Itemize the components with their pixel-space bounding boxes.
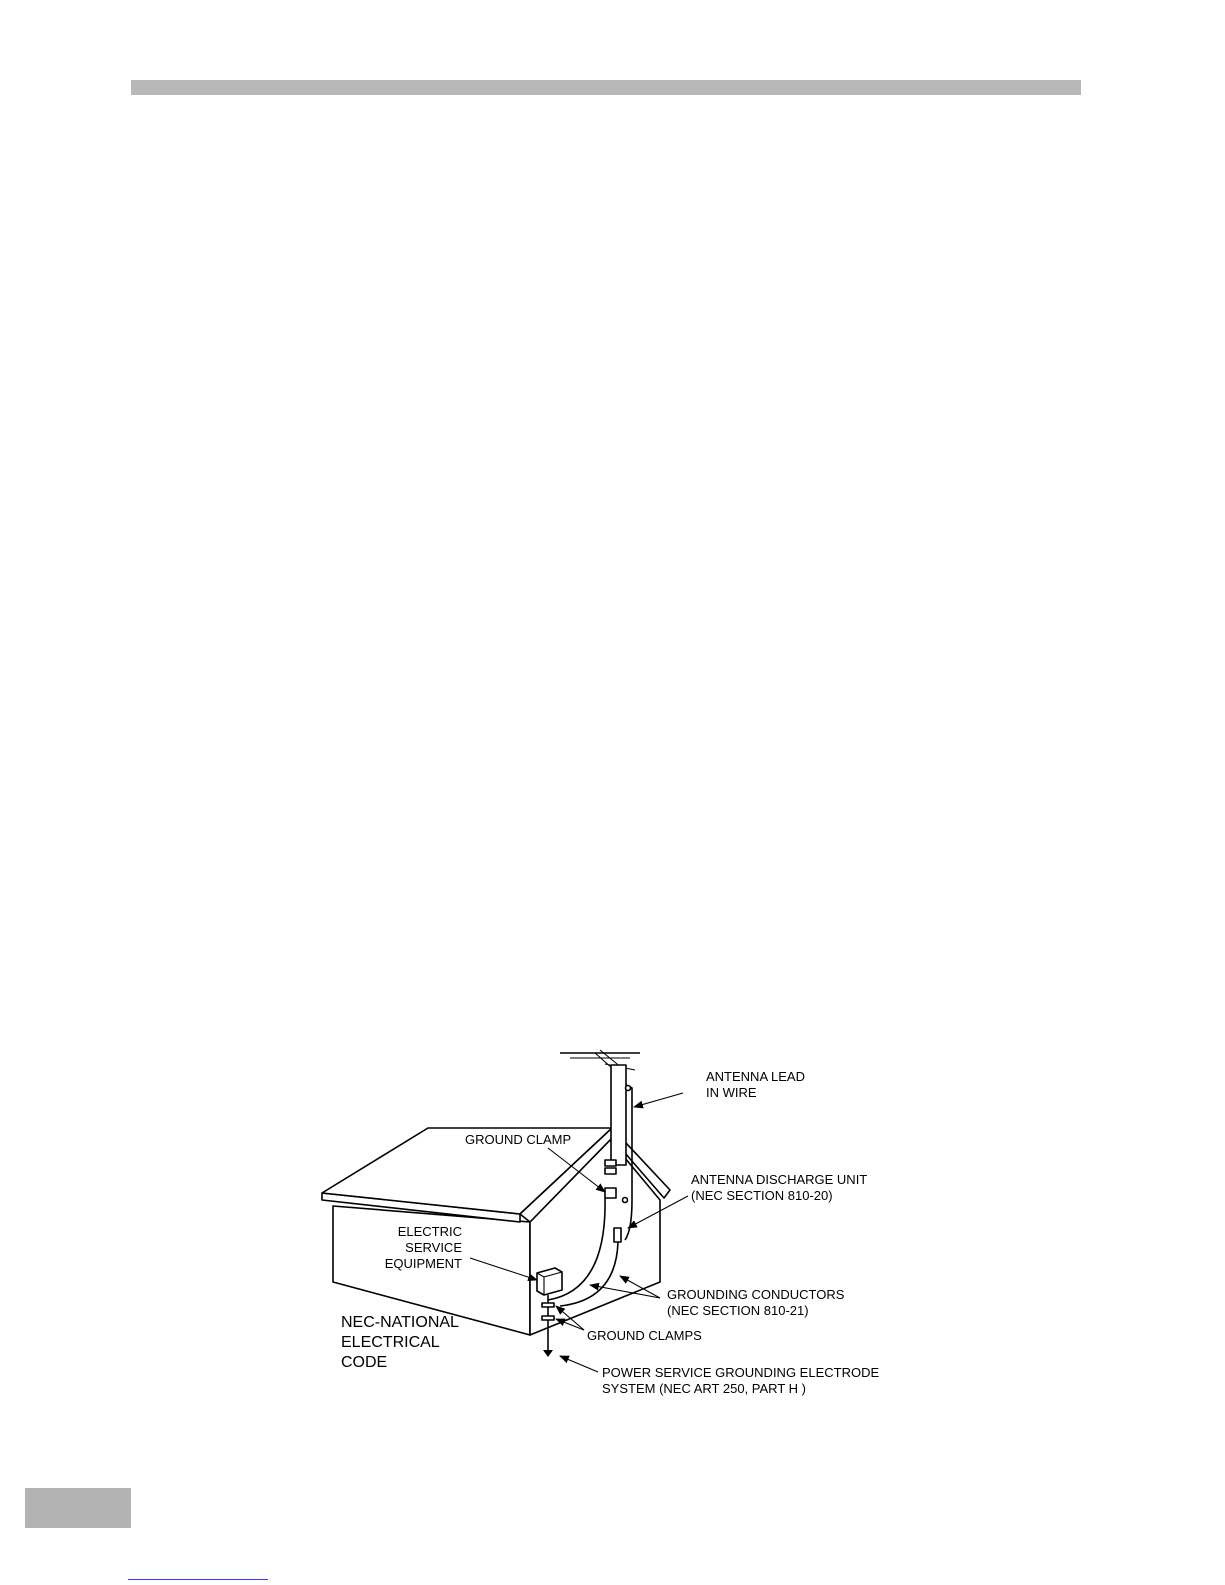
- footer-link-underline: [128, 1579, 268, 1580]
- label-antenna-lead: ANTENNA LEAD: [706, 1069, 805, 1084]
- label-grounding-conductors-section: (NEC SECTION 810-21): [667, 1303, 809, 1318]
- label-ground-clamps: GROUND CLAMPS: [587, 1328, 702, 1343]
- label-nec-national: NEC-NATIONAL: [341, 1314, 459, 1331]
- label-electric: ELECTRIC: [397, 1224, 462, 1239]
- label-antenna-lead-2: IN WIRE: [706, 1085, 757, 1100]
- label-power-service-system: SYSTEM (NEC ART 250, PART H ): [602, 1381, 806, 1396]
- label-discharge-section: (NEC SECTION 810-20): [691, 1188, 833, 1203]
- label-service: SERVICE: [405, 1240, 462, 1255]
- label-grounding-conductors: GROUNDING CONDUCTORS: [667, 1287, 845, 1302]
- page-number-tab: [25, 1488, 131, 1528]
- label-electrical: ELECTRICAL: [341, 1334, 440, 1351]
- label-power-service: POWER SERVICE GROUNDING ELECTRODE: [602, 1365, 880, 1380]
- label-discharge-unit: ANTENNA DISCHARGE UNIT: [691, 1172, 868, 1187]
- antenna-discharge-unit: [614, 1228, 621, 1242]
- label-ground-clamp: GROUND CLAMP: [465, 1132, 572, 1147]
- label-equipment: EQUIPMENT: [384, 1256, 462, 1271]
- label-code: CODE: [341, 1354, 388, 1371]
